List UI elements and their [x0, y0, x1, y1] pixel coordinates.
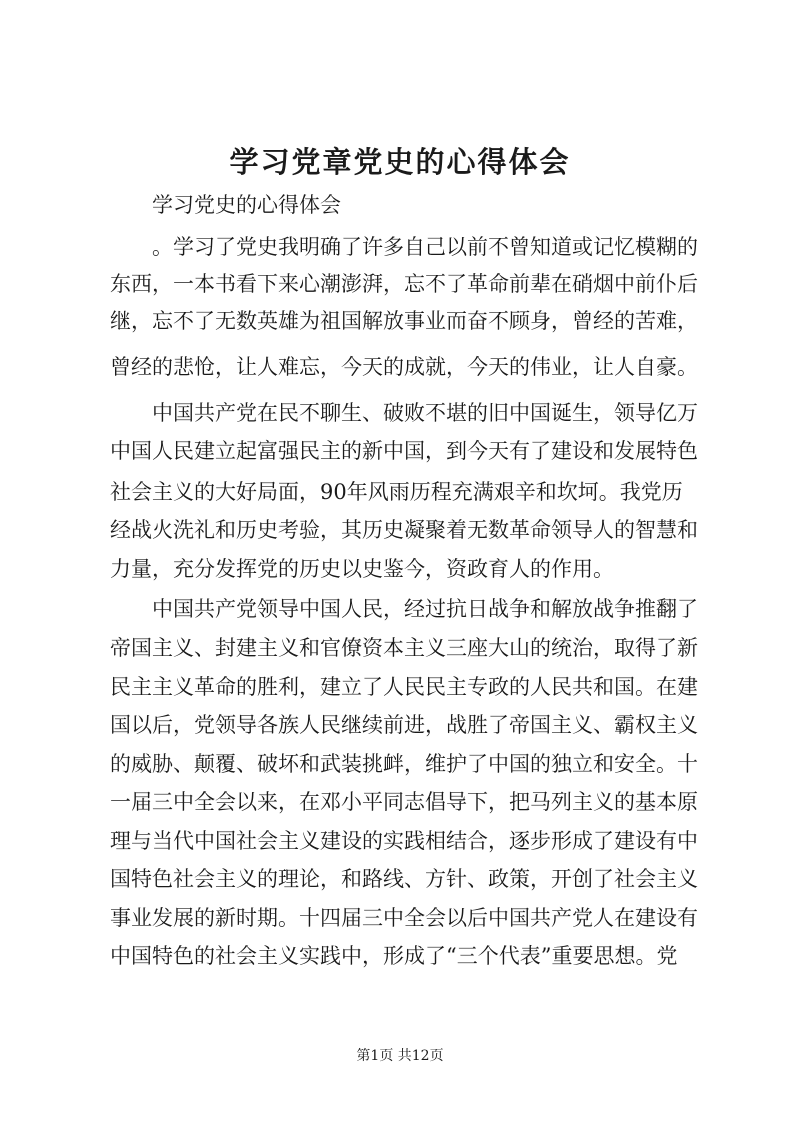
paragraph-3-line: 一届三中全会以来，在邓小平同志倡导下，把马列主义的基本原 [110, 790, 698, 814]
paragraph-3-line: 国特色社会主义的理论，和路线、方针、政策，开创了社会主义 [110, 867, 698, 891]
paragraph-3-line: 中国共产党领导中国人民，经过抗日战争和解放战争推翻了 [152, 597, 698, 621]
paragraph-1-line: 。学习了党史我明确了许多自己以前不曾知道或记忆模糊的 [152, 235, 698, 259]
paragraph-2-line: 中国人民建立起富强民主的新中国，到今天有了建设和发展特色 [110, 439, 698, 463]
page-number: 第1页 共12页 [356, 1048, 444, 1064]
paragraph-2-line: 社会主义的大好局面，90年风雨历程充满艰辛和坎坷。我党历 [110, 480, 683, 504]
paragraph-3-line: 理与当代中国社会主义建设的实践相结合，逐步形成了建设有中 [110, 829, 698, 853]
paragraph-3-line: 的威胁、颠覆、破坏和武装挑衅，维护了中国的独立和安全。十 [110, 752, 698, 776]
paragraph-1-line: 曾经的悲怆，让人难忘，今天的成就，今天的伟业，让人自豪。 [110, 355, 698, 379]
paragraph-3-line: 事业发展的新时期。十四届三中全会以后中国共产党人在建设有 [110, 906, 698, 930]
paragraph-2-line: 力量，充分发挥党的历史以史鉴今，资政育人的作用。 [110, 557, 614, 581]
page-title: 学习党章党史的心得体会 [229, 145, 571, 179]
paragraph-3-line: 帝国主义、封建主义和官僚资本主义三座大山的统治，取得了新 [110, 636, 698, 660]
paragraph-1-line: 东西，一本书看下来心潮澎湃，忘不了革命前辈在硝烟中前仆后 [110, 272, 698, 296]
paragraph-3-line: 民主主义革命的胜利，建立了人民民主专政的人民共和国。在建 [110, 675, 698, 699]
paragraph-2-line: 经战火洗礼和历史考验，其历史凝聚着无数革命领导人的智慧和 [110, 518, 698, 542]
paragraph-2-line: 中国共产党在民不聊生、破败不堪的旧中国诞生，领导亿万 [152, 401, 698, 425]
subtitle-line: 学习党史的心得体会 [152, 193, 341, 217]
paragraph-3-line: 国以后，党领导各族人民继续前进，战胜了帝国主义、霸权主义 [110, 713, 698, 737]
paragraph-1-line: 继，忘不了无数英雄为祖国解放事业而奋不顾身，曾经的苦难， [110, 309, 698, 333]
paragraph-3-line: 中国特色的社会主义实践中，形成了“三个代表”重要思想。党 [110, 944, 678, 968]
